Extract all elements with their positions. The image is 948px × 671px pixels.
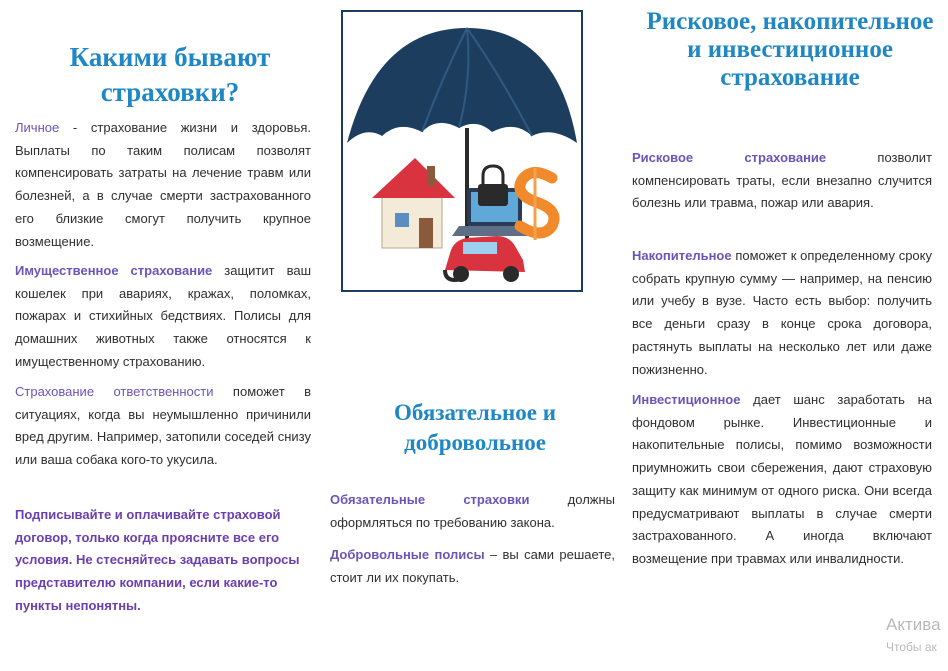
liability-text: поможет в ситуациях, когда вы неумышленно причинили вред другим. Например, затопили соседей снизу или ваша собака кого-то укусила. xyxy=(15,384,311,468)
savings-term: Накопительное xyxy=(632,248,732,263)
investment-paragraph xyxy=(632,389,932,571)
personal-term: Личное xyxy=(15,120,60,135)
voluntary-paragraph xyxy=(330,544,615,589)
savings-text: поможет к определенному сроку собрать крупную сумму — например, на пенсию или учебу в вузе. Часто есть выбор: получить все деньги сразу в конце срока договора, растянуть выплаты на несколько лет или даже пожизненно. xyxy=(632,248,932,377)
savings-paragraph xyxy=(632,245,932,381)
risk-text: позволит компенсировать траты, если внезапно случится болезнь или травма, пожар или авария. xyxy=(632,150,932,211)
illustration-svg xyxy=(337,8,587,295)
property-paragraph xyxy=(15,260,311,374)
risk-paragraph xyxy=(632,147,932,215)
activation-watermark-subtext: Чтобы ак xyxy=(886,640,937,654)
property-term: Имущественное страхование xyxy=(15,263,213,278)
left-title: Какими бывают страховки? xyxy=(69,42,271,107)
personal-text: - страхование жизни и здоровья. Выплаты по таким полисам позволят компенсировать затраты на лечение травм или болезней, а в случае смерти застрахованного его близкие смогут получить крупное возмещение. xyxy=(15,120,311,249)
advice-note: Подписывайте и оплачивайте страховой договор, только когда проясните все его условия. Не стесняйтесь задавать вопросы представителю компании, если какие-то пункты непонятны. xyxy=(15,507,300,613)
property-text: защитит ваш кошелек при авариях, кражах, поломках, пожарах и стихийных бедствиях. Полисы для домашних животных также относятся к имущественному страхованию. xyxy=(15,263,311,369)
mandatory-paragraph xyxy=(330,489,615,534)
personal-paragraph xyxy=(15,117,311,253)
insurance-illustration xyxy=(337,8,587,295)
investment-text: дает шанс заработать на фондовом рынке. Инвестиционные и накопительные полисы, помимо возможности приумножить свои сбережения, дают страховую защиту как минимум от одного риска. Они всегда предусматривают выплаты в случае смерти застрахованного. А иногда включают возмещение при травмах или инвалидности. xyxy=(632,392,932,566)
mandatory-text: должны оформляться по требованию закона. xyxy=(330,492,615,530)
middle-title: Обязательное и добровольное xyxy=(394,400,556,455)
mandatory-term: Обязательные страховки xyxy=(330,492,530,507)
risk-term: Рисковое страхование xyxy=(632,150,827,165)
voluntary-term: Добровольные полисы xyxy=(330,547,485,562)
activation-watermark: Актива xyxy=(886,615,941,634)
liability-term: Страхование ответственности xyxy=(15,384,214,399)
liability-paragraph xyxy=(15,381,311,472)
right-title: Рисковое, накопительное и инвестиционное страхование xyxy=(646,8,934,91)
investment-term: Инвестиционное xyxy=(632,392,741,407)
voluntary-text: – вы сами решаете, стоит ли их покупать. xyxy=(330,547,615,585)
